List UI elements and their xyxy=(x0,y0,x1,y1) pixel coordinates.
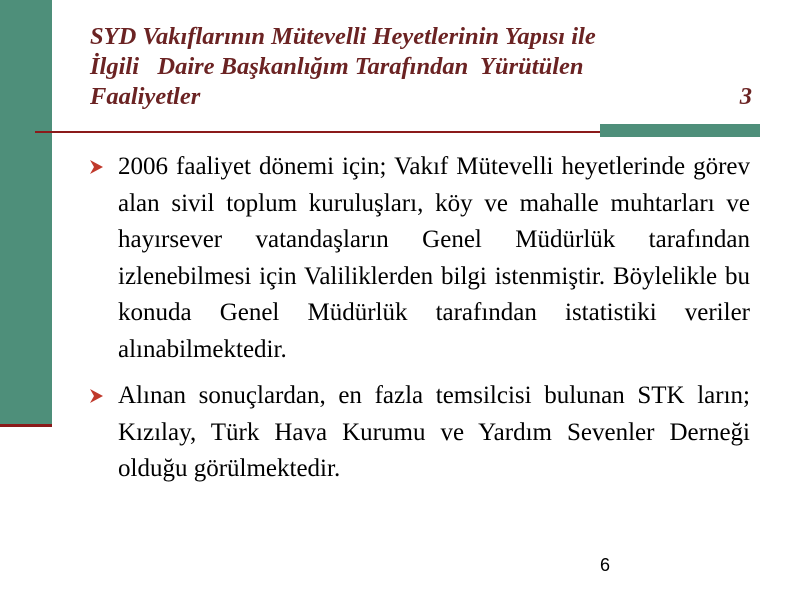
left-bar-divider xyxy=(0,424,52,427)
title-line-2: İlgili Daire Başkanlığım Tarafından Yürütülen xyxy=(90,53,584,80)
bullet-item-1 xyxy=(88,149,750,368)
title-suffix-number: 3 xyxy=(739,83,752,110)
left-decorative-bar xyxy=(0,0,52,425)
title-line-3 xyxy=(90,82,752,112)
title-accent-bar xyxy=(600,124,760,137)
title-line-1: SYD Vakıflarının Mütevelli Heyetlerinin Yapısı ile xyxy=(90,23,596,50)
page-number: 6 xyxy=(599,555,610,575)
bullet-list xyxy=(88,149,750,488)
arrow-bullet-icon xyxy=(88,159,104,175)
arrow-bullet-icon xyxy=(88,388,104,404)
bullet-item-2 xyxy=(88,378,750,488)
title-line-3-text: Faaliyetler xyxy=(90,83,201,110)
slide-title xyxy=(90,22,752,112)
bullet-text-2: Alınan sonuçlardan, en fazla temsilcisi bulunan STK ların; Kızılay, Türk Hava Kurumu ve Yardım Sevenler Derneği olduğu görülmektedir. xyxy=(118,382,750,482)
bullet-text-1: 2006 faaliyet dönemi için; Vakıf Mütevelli heyetlerinde görev alan sivil toplum kuruluşları, köy ve mahalle muhtarları ve hayırsever vatandaşların Genel Müdürlük tarafından izlenebilmesi için Valiliklerden bilgi istenmiştir. Böylelikle bu konuda Genel Müdürlük tarafından istatistiki veriler alınabilmektedir. xyxy=(118,153,750,363)
